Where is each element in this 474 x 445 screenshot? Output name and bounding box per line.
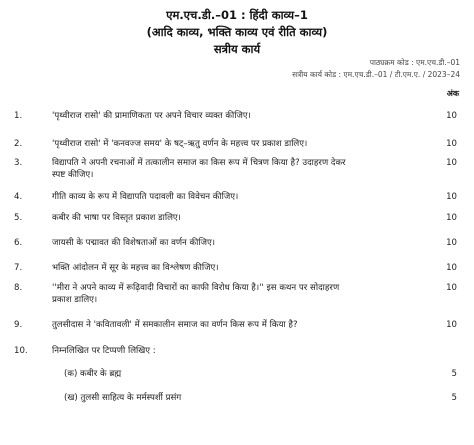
question-marks: 10 [446,192,457,202]
assignment-type-heading: सत्रीय कार्य [213,42,261,56]
question-marks: 10 [446,238,457,248]
question-text: भक्ति आंदोलन में सूर के महत्त्व का विश्लेषण कीजिए। [52,263,219,273]
question-number: 5. [14,213,23,223]
question-number: 9. [14,320,23,330]
question-marks: 10 [446,283,457,293]
question-number: 10. [14,346,28,356]
question-text: विद्यापति ने अपनी रचनाओं में तत्कालीन समाज का किस रूप में चित्रण किया है? उदाहरण देकर [52,158,346,168]
question-marks: 10 [446,263,457,273]
subquestion-text [64,392,414,405]
question-text: 'पृथ्वीराज रासो' में 'कनवज्ज समय' के षट्–ऋतु वर्णन के महत्त्व पर प्रकाश डालिए। [52,139,308,149]
question-marks: 10 [446,139,457,149]
question-text: गीति काव्य के रूप में विद्यापति पदावली का विवेचन कीजिए। [52,192,239,202]
question-text: ''मीरा ने अपने काव्य में रूढ़िवादी विचारों का काफी विरोध किया है।'' इस कथन पर सोदाहरण [52,283,340,293]
marks-column-heading: अंक [446,89,459,98]
subquestion-body: तुलसी साहित्य के मर्मस्पर्शी प्रसंग [80,393,182,403]
question-text: जायसी के पद्मावत की विशेषताओं का वर्णन कीजिए। [52,238,215,248]
assignment-subtitle: (आदि काव्य, भक्ति काव्य एवं रीति काव्य) [146,25,328,39]
question-marks: 10 [446,158,457,168]
question-number: 1. [14,111,23,121]
question-text: कबीर की भाषा पर विस्तृत प्रकाश डालिए। [52,213,181,223]
question-text-continued: प्रकाश डालिए। [52,295,98,305]
assignment-code: सत्रीय कार्य कोड : एम.एच.डी.–01 / टी.एम.ए. / 2023–24 [292,70,460,79]
question-number: 4. [14,192,23,202]
question-text-continued: स्पष्ट कीजिए। [52,170,94,180]
assignment-title: एम.एच.डी.–01 : हिंदी काव्य–1 [166,8,308,22]
question-marks: 10 [446,111,457,121]
question-number: 6. [14,238,23,248]
subquestion-marks: 5 [451,369,457,379]
question-text: 'पृथ्वीराज रासो' की प्रामाणिकता पर अपने विचार व्यक्त कीजिए। [52,111,251,121]
course-code: पाठ्यक्रम कोड : एम.एच.डी.–01 [369,58,460,67]
question-number: 7. [14,263,23,273]
subquestion-text [64,368,414,381]
question-marks: 10 [446,320,457,330]
subquestion-marks: 5 [451,393,457,403]
subquestion-label: (ख) [64,393,78,403]
subquestion-label: (क) [64,369,78,379]
question-number: 8. [14,283,23,293]
question-number: 2. [14,139,23,149]
subquestion-body: कबीर के ब्रह्म [80,369,122,379]
question-marks: 10 [446,213,457,223]
question-text: निम्नलिखित पर टिप्पणी लिखिए : [52,346,156,356]
question-number: 3. [14,158,23,168]
question-text: तुलसीदास ने 'कवितावली' में समकालीन समाज का वर्णन किस रूप में किया है? [52,320,298,330]
